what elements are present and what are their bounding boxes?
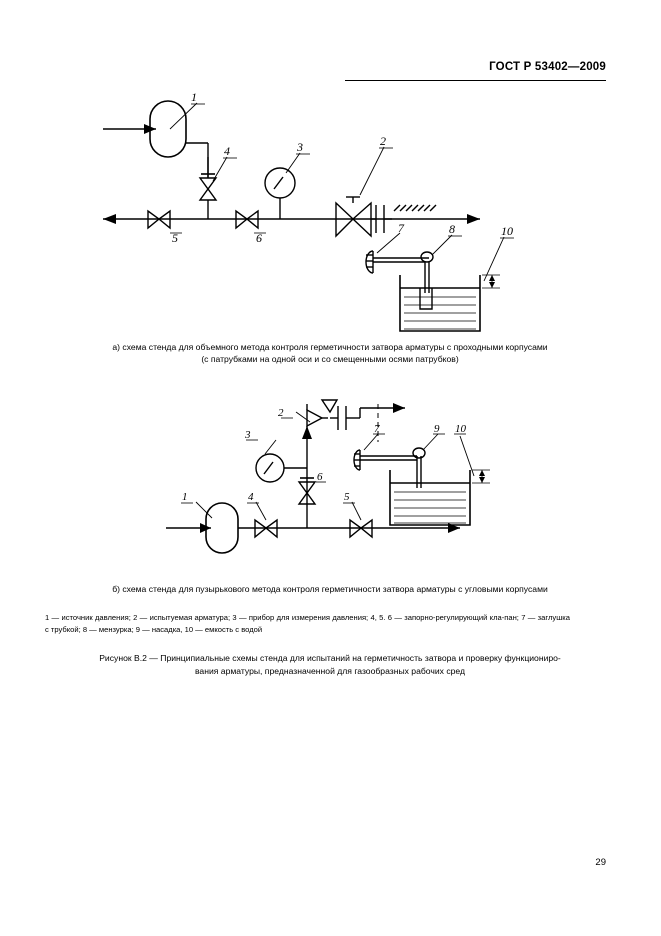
caption-a-line2: (с патрубками на одной оси и со смещенными осями патрубков) xyxy=(201,354,459,365)
diagram-b-label-9: 9 xyxy=(434,423,440,435)
figure-caption-line2: вания арматуры, предназначенной для газообразных рабочих сред xyxy=(194,665,466,676)
diagram-a-label-1: 1 xyxy=(191,90,197,104)
diagram-a-label-5: 5 xyxy=(172,231,178,245)
diagram-b-label-5: 5 xyxy=(344,491,350,503)
page-header-standard: ГОСТ Р 53402—2009 xyxy=(489,61,606,73)
diagram-b-label-2: 2 xyxy=(278,407,284,419)
diagram-b-label-10: 10 xyxy=(455,423,466,435)
figure-caption-line1: Рисунок В.2 — Принципиальные схемы стенда для испытаний на герметичность затвора и проверку функциониро- xyxy=(99,653,561,663)
figure-caption xyxy=(45,652,615,678)
page-number: 29 xyxy=(595,857,606,868)
diagram-b-scheme xyxy=(60,390,601,575)
diagram-a-label-3: 3 xyxy=(297,140,303,154)
diagram-a-label-2: 2 xyxy=(380,134,386,148)
diagram-a-label-7: 7 xyxy=(398,221,404,235)
figure-legend: 1 — источник давления; 2 — испытуемая арматура; 3 — прибор для измерения давления; 4, 5. 6 — запорно-регулирующий кла-пан; 7 — заглушка с трубкой; 8 — мензурка; 9 — насадка, 10 — емкость с водой xyxy=(45,613,570,634)
diagram-a-label-10: 10 xyxy=(501,224,513,238)
header-rule xyxy=(345,80,606,81)
diagram-b-label-3: 3 xyxy=(245,429,251,441)
caption-b-line1: б) схема стенда для пузырькового метода контроля герметичности затвора арматуры с угловыми корпусами xyxy=(112,584,548,594)
diagram-a-label-6: 6 xyxy=(256,231,262,245)
caption-scheme-b xyxy=(45,583,615,595)
caption-a-line1: а) схема стенда для объемного метода контроля герметичности затвора арматуры с проходными корпусами xyxy=(112,342,548,352)
diagram-b-label-1: 1 xyxy=(182,491,188,503)
diagram-a-label-4: 4 xyxy=(224,144,230,158)
diagram-a-label-8: 8 xyxy=(449,222,455,236)
caption-scheme-a xyxy=(45,341,615,366)
diagram-a-scheme xyxy=(60,85,601,335)
diagram-b-label-6: 6 xyxy=(317,471,323,483)
diagram-b-label-4: 4 xyxy=(248,491,254,503)
diagram-b-label-7: 7 xyxy=(374,423,380,435)
